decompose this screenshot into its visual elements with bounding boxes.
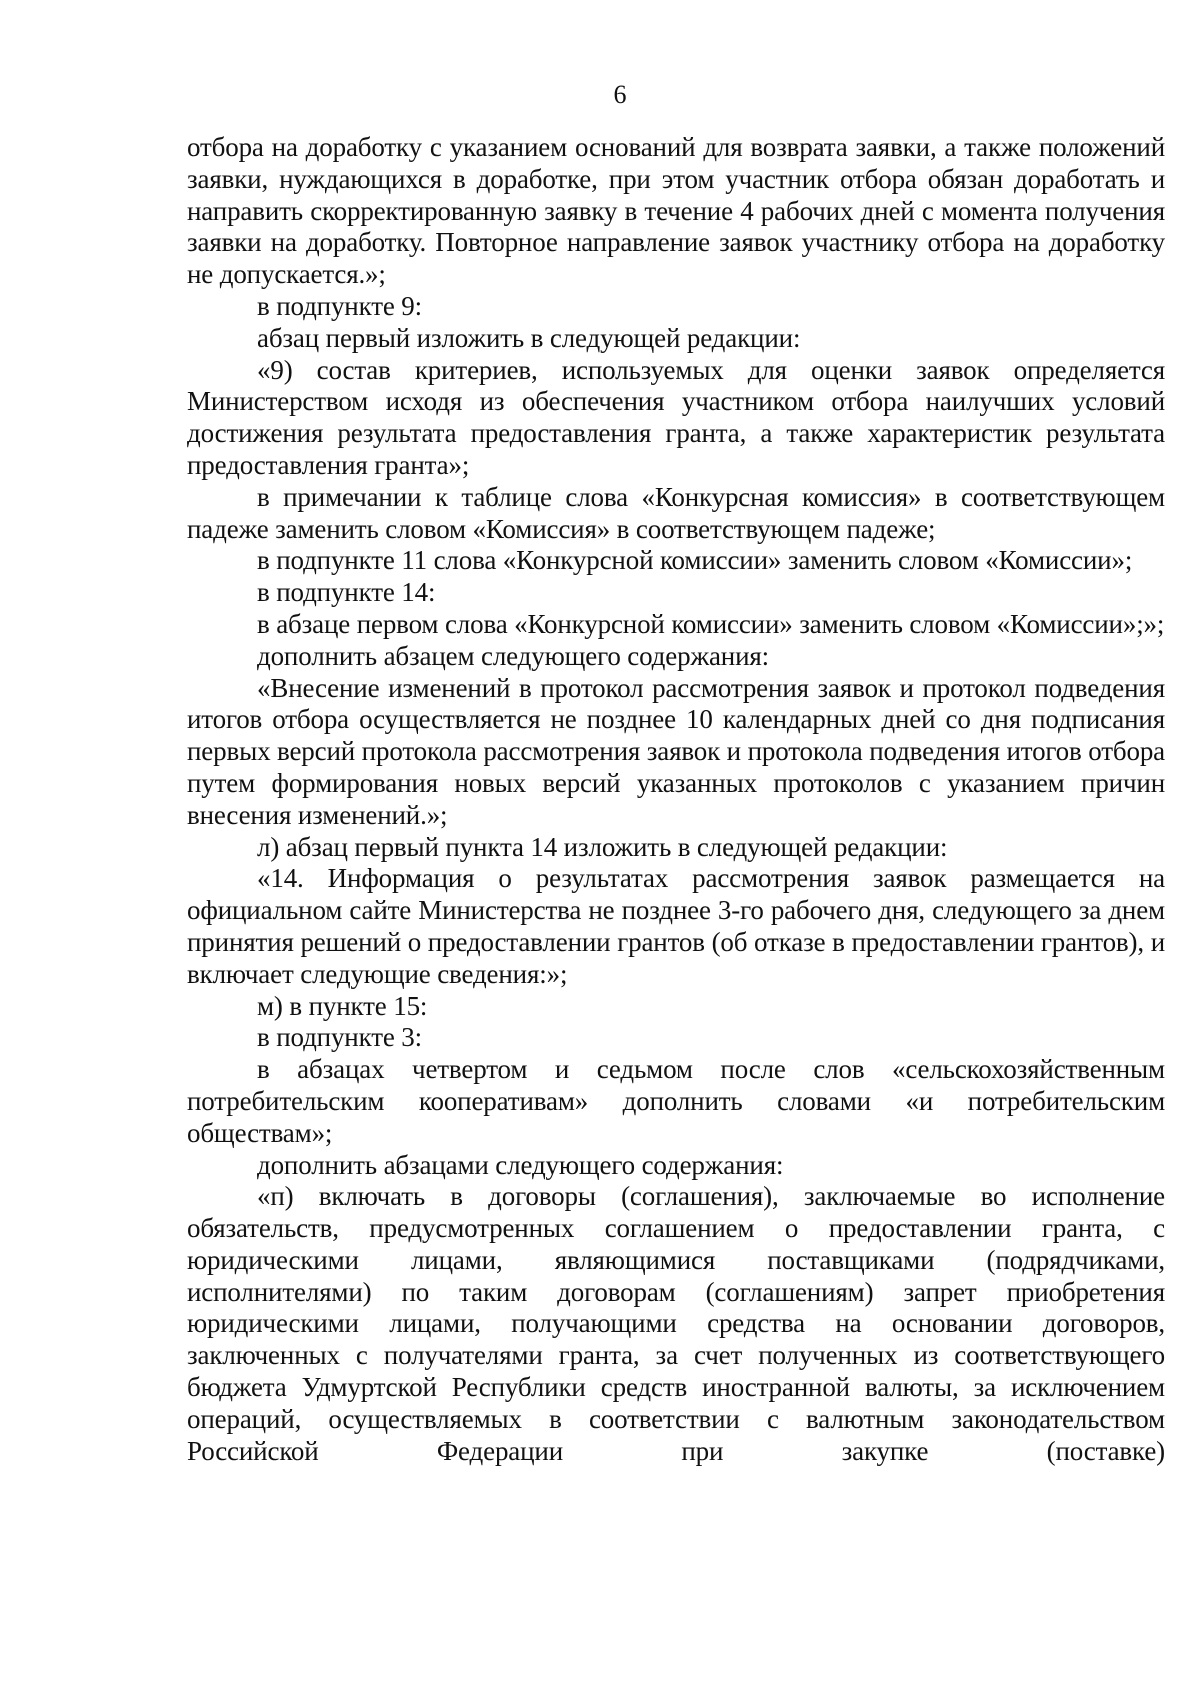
paragraph: в абзацах четвертом и седьмом после слов «сельскохозяйственным потребительским кооперативам» дополнить словами «и потребительским обществам»;: [187, 1054, 1165, 1148]
paragraph: дополнить абзацами следующего содержания:: [257, 1149, 784, 1180]
document-body: [187, 132, 1165, 1467]
paragraph: м) в пункте 15:: [257, 990, 428, 1021]
paragraph-continues-next-page: «п) включать в договоры (соглашения), заключаемые во исполнение обязательств, предусмотренных соглашением о предоставлении гранта, с юридическими лицами, являющимися поставщиками (подрядчиками, исполнителями) по таким договорам (соглашениям) запрет приобретения юридическими лицами, получающими средства на основании договоров, заключенных с получателями гранта, за счет полученных из соответствующего бюджета Удмуртской Республики средств иностранной валюты, за исключением операций, осуществляемых в соответствии с валютным законодательством Российской Федерации при закупке (поставке): [187, 1181, 1165, 1466]
paragraph: дополнить абзацем следующего содержания:: [257, 640, 770, 671]
paragraph: в примечании к таблице слова «Конкурсная комиссия» в соответствующем падеже заменить словом «Комиссия» в соответствующем падеже;: [187, 481, 1165, 544]
paragraph: «14. Информация о результатах рассмотрения заявок размещается на официальном сайте Министерства не позднее 3-го рабочего дня, следующего за днем принятия решений о предоставлении грантов (об отказе в предоставлении грантов), и включает следующие сведения:»;: [187, 863, 1165, 989]
paragraph: в подпункте 3:: [257, 1022, 423, 1053]
paragraph: абзац первый изложить в следующей редакции:: [257, 322, 801, 353]
paragraph: л) абзац первый пункта 14 изложить в следующей редакции:: [257, 831, 948, 862]
paragraph: «Внесение изменений в протокол рассмотрения заявок и протокол подведения итогов отбора осуществляется не позднее 10 календарных дней со дня подписания первых версий протокола рассмотрения заявок и протокола подведения итогов отбора путем формирования новых версий указанных протоколов с указанием причин внесения изменений.»;: [187, 672, 1165, 830]
paragraph: «9) состав критериев, используемых для оценки заявок определяется Министерством исходя из обеспечения участником отбора наилучших условий достижения результата предоставления гранта, а также характеристик результата предоставления гранта»;: [187, 354, 1165, 480]
paragraph-continuation: отбора на доработку с указанием оснований для возврата заявки, а также положений заявки, нуждающихся в доработке, при этом участник отбора обязан доработать и направить скорректированную заявку в течение 4 рабочих дней с момента получения заявки на доработку. Повторное направление заявок участнику отбора на доработку не допускается.»;: [187, 132, 1165, 290]
page-number: 6: [613, 80, 627, 109]
paragraph: в подпункте 11 слова «Конкурсной комиссии» заменить словом «Комиссии»;: [257, 545, 1133, 576]
paragraph: в подпункте 9:: [257, 290, 423, 321]
paragraph: в абзаце первом слова «Конкурсной комиссии» заменить словом «Комиссии»;»;: [257, 608, 1165, 639]
paragraph: в подпункте 14:: [257, 577, 436, 608]
